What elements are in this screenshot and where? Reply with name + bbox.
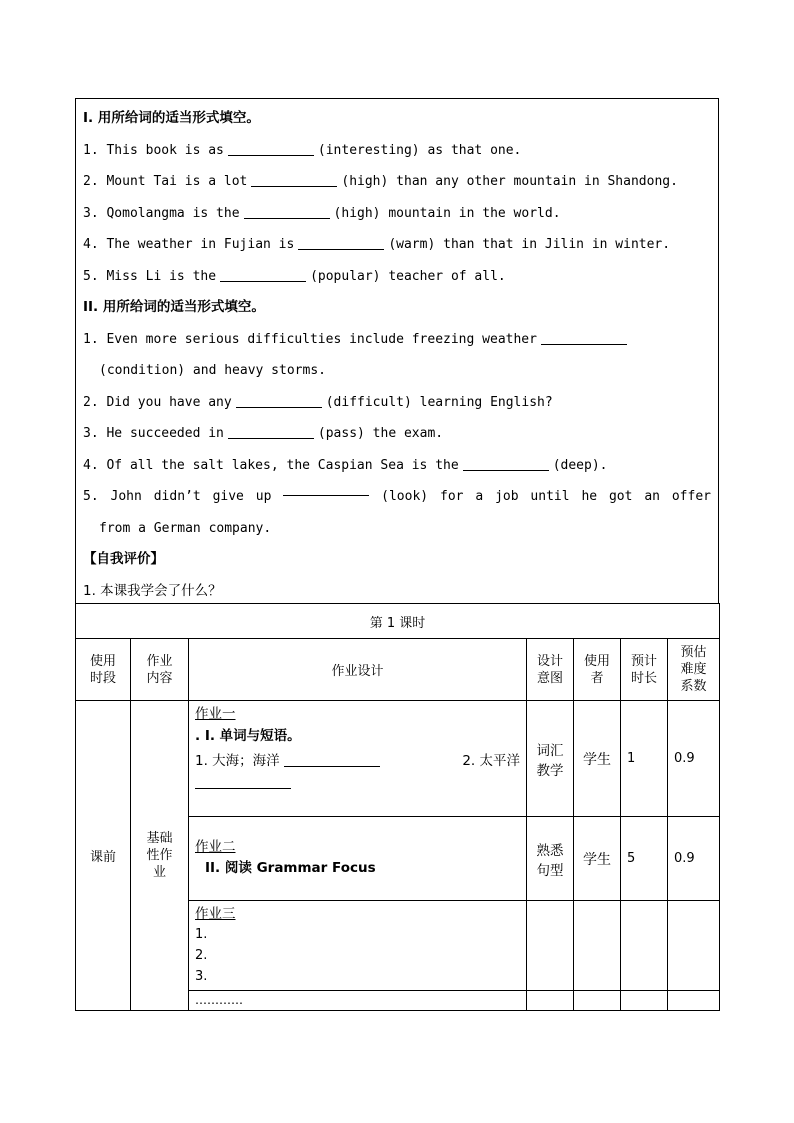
homework-table: [75, 603, 720, 1011]
section2-heading: II. 用所给词的适当形式填空。: [83, 299, 265, 315]
answer-blank[interactable]: [541, 330, 627, 345]
s2-item-5-cont: from a German company.: [99, 520, 272, 536]
task-3-user: [574, 901, 621, 991]
s1-item-3: 3. Qomolangma is the (high) mountain in the world.: [83, 205, 561, 221]
answer-blank[interactable]: [195, 776, 291, 789]
empty-cell: [574, 991, 621, 1011]
time-label: 课前: [76, 701, 131, 1011]
ellipsis-cell: …………: [189, 991, 527, 1011]
s1-item-2: 2. Mount Tai is a lot (high) than any other mountain in Shandong.: [83, 174, 678, 189]
empty-cell: [527, 991, 574, 1011]
s1-item-4: 4. The weather in Fujian is (warm) than that in Jilin in winter.: [83, 237, 671, 252]
answer-blank[interactable]: [283, 481, 369, 496]
task-2-purpose: 熟悉 句型: [527, 817, 574, 901]
answer-blank[interactable]: [251, 172, 337, 187]
header-difficulty: 预估 难度 系数: [668, 639, 720, 701]
self-eval-q1: 1. 本课我学会了什么？: [83, 582, 222, 599]
section1-heading: Ⅰ. 用所给词的适当形式填空。: [83, 110, 260, 126]
task-1-user: 学生: [574, 701, 621, 817]
task-1-subtitle: . Ⅰ. 单词与短语。: [195, 728, 301, 744]
content-label: 基础 性作 业: [131, 701, 189, 1011]
task-3-difficulty: [668, 901, 720, 991]
task-2-subtitle: II. 阅读 Grammar Focus: [205, 860, 376, 876]
task-3-line-3: 3.: [195, 969, 208, 984]
task-3-line-2: 2.: [195, 948, 208, 963]
header-user: 使用 者: [574, 639, 621, 701]
task-1-cell: [189, 701, 527, 817]
empty-cell: [621, 991, 668, 1011]
answer-blank[interactable]: [220, 267, 306, 282]
answer-blank[interactable]: [463, 456, 549, 471]
s1-item-5: 5. Miss Li is the (popular) teacher of all.: [83, 268, 506, 284]
task-2-cell: [189, 817, 527, 901]
task-3-title: 作业三: [195, 906, 236, 922]
s2-item-2: 2. Did you have any (difficult) learning English?: [83, 394, 553, 410]
s2-item-1: 1. Even more serious difficulties include freezing weather: [83, 324, 711, 356]
task-1-duration: 1: [621, 701, 668, 817]
answer-blank[interactable]: [236, 393, 322, 408]
task-2-duration: 5: [621, 817, 668, 901]
answer-blank[interactable]: [228, 424, 314, 439]
header-purpose: 设计 意图: [527, 639, 574, 701]
task-3-cell: [189, 901, 527, 991]
header-content: 作业 内容: [131, 639, 189, 701]
task-1-purpose: 词汇 教学: [527, 701, 574, 817]
task-2-user: 学生: [574, 817, 621, 901]
self-eval-heading: 【自我评价】: [83, 551, 164, 567]
task-1-difficulty: 0.9: [668, 701, 720, 817]
task-2-difficulty: 0.9: [668, 817, 720, 901]
worksheet-page: [75, 98, 719, 1011]
answer-blank[interactable]: [228, 141, 314, 156]
task-3-line-1: 1.: [195, 927, 208, 942]
s2-item-5: 5. John didn’t give up (look) for a job until he got an offer: [83, 481, 711, 513]
task-3-duration: [621, 901, 668, 991]
header-duration: 预计 时长: [621, 639, 668, 701]
task-1-line1: 1. 大海；海洋 2. 太平洋: [195, 753, 520, 769]
task-1-title: 作业一: [195, 706, 236, 722]
task-2-title: 作业二: [195, 839, 236, 855]
header-design: 作业设计: [189, 639, 527, 701]
answer-blank[interactable]: [244, 204, 330, 219]
answer-blank[interactable]: [284, 754, 380, 767]
s1-item-1: 1. This book is as (interesting) as that one.: [83, 142, 522, 158]
answer-blank[interactable]: [298, 235, 384, 250]
exercise-box: [75, 98, 719, 604]
s2-item-4: 4. Of all the salt lakes, the Caspian Sea is the (deep).: [83, 457, 608, 473]
header-time: 使用 时段: [76, 639, 131, 701]
task-3-purpose: [527, 901, 574, 991]
empty-cell: [668, 991, 720, 1011]
s2-item-3: 3. He succeeded in (pass) the exam.: [83, 426, 444, 441]
s2-item-1-cont: (condition) and heavy storms.: [99, 363, 326, 378]
period-title: 第 1 课时: [76, 604, 720, 639]
